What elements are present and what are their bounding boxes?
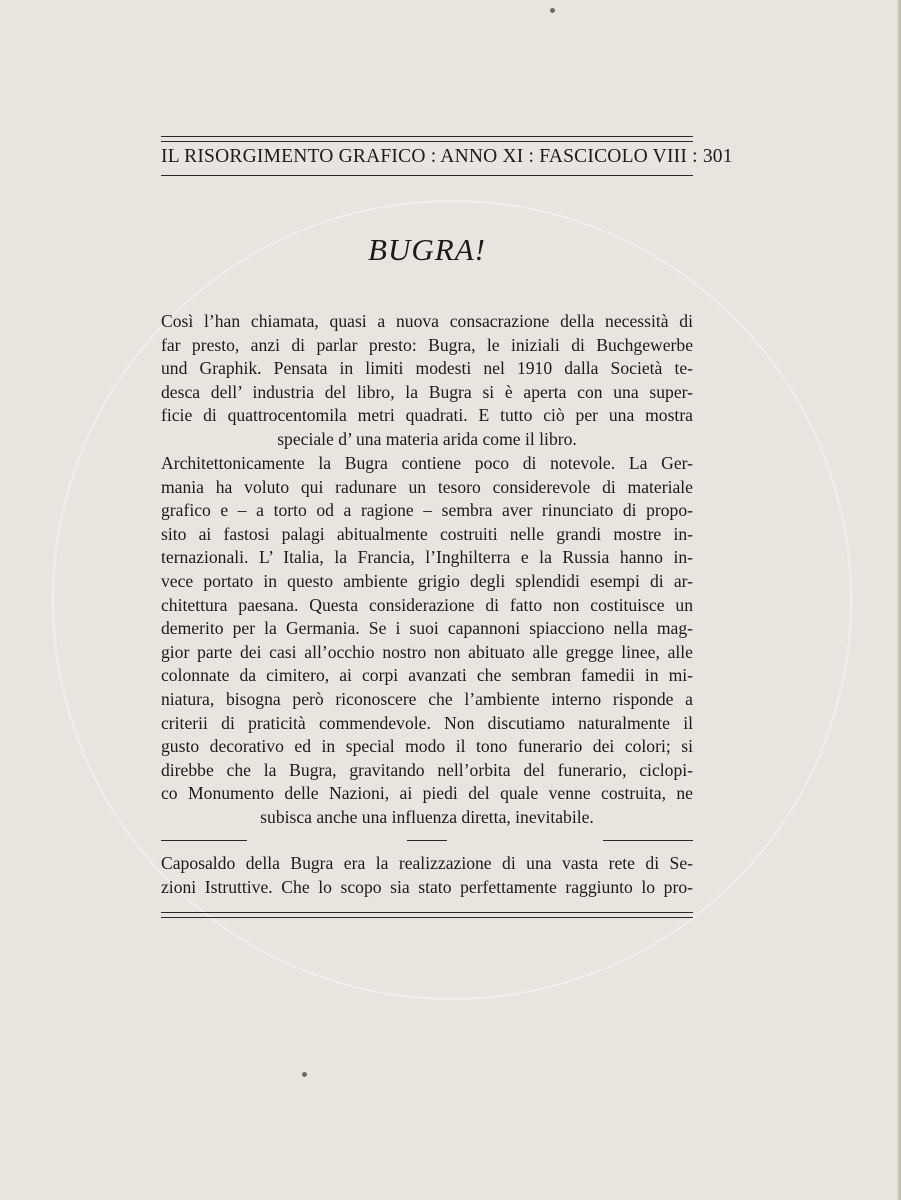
text-line: demerito per la Germania. Se i suoi capannoni spiacciono nella mag- [161,618,693,639]
text-line: chitettura paesana. Questa considerazione di fatto non costituisce un [161,594,693,615]
text-line: ternazionali. L’ Italia, la Francia, l’Inghilterra e la Russia hanno in- [161,547,693,568]
text-line: vece portato in questo ambiente grigio degli splendidi esempi di ar- [161,570,693,591]
text-line: co Monumento delle Nazioni, ai piedi del quale venne costruita, ne [161,783,693,804]
text-line: subisca anche una influenza diretta, inevitabile. [260,806,594,827]
specks [302,1072,307,1077]
text-line: far presto, anzi di parlar presto: Bugra, le iniziali di Buchgewerbe [161,334,693,355]
text-line: und Graphik. Pensata in limiti modesti nel 1910 dalla Società te- [161,358,693,379]
text-line: Caposaldo della Bugra era la realizzazione di una vasta rete di Se- [161,853,693,873]
section-divider-center [407,840,447,841]
header-underline-rule [161,175,693,176]
specks [550,8,555,13]
article-title: BUGRA! [368,232,486,267]
text-line: direbbe che la Bugra, gravitando nell’orbita del funerario, ciclopi- [161,759,693,780]
text-line: niatura, bisogna però riconoscere che l’ambiente interno risponde a [161,688,693,709]
footer-double-rule [161,912,693,918]
paragraph-2 [161,452,693,830]
text-line: Architettonicamente la Bugra contiene poco di notevole. La Ger- [161,453,693,473]
text-line: desca dell’ industria del libro, la Bugra si è aperta con una super- [161,381,693,402]
text-line: ficie di quattrocentomila metri quadrati. E tutto ciò per una mostra [161,405,693,426]
paragraph-1 [161,310,693,452]
text-line: zioni Istruttive. Che lo scopo sia stato perfettamente raggiunto lo pro- [161,876,693,897]
text-line: sito ai fastosi palagi abitualmente costruiti nelle grandi mostre in- [161,523,693,544]
page-edge [897,0,901,1200]
section-divider-right [603,840,693,841]
paragraph-3 [161,852,693,899]
text-line: gior parte dei casi all’occhio nostro non abituato alle gregge linee, alle [161,641,693,662]
header-double-rule [161,136,693,142]
text-line: mania ha voluto qui radunare un tesoro considerevole di materiale [161,476,693,497]
text-line: speciale d’ una materia arida come il libro. [277,428,577,449]
text-line: grafico e – a torto od a ragione – sembra aver rinunciato di propo- [161,500,693,521]
text-line: criterii di praticità commendevole. Non discutiamo naturalmente il [161,712,693,733]
text-line: gusto decorativo ed in special modo il tono funerario dei colori; si [161,736,693,757]
text-line: colonnate da cimitero, ai corpi avanzati che sembran famedii in mi- [161,665,693,686]
section-divider-left [161,840,247,841]
text-line: Così l’han chiamata, quasi a nuova consacrazione della necessità di [161,311,693,331]
running-head: IL RISORGIMENTO GRAFICO : ANNO XI : FASCICOLO VIII : 301 [161,146,733,167]
